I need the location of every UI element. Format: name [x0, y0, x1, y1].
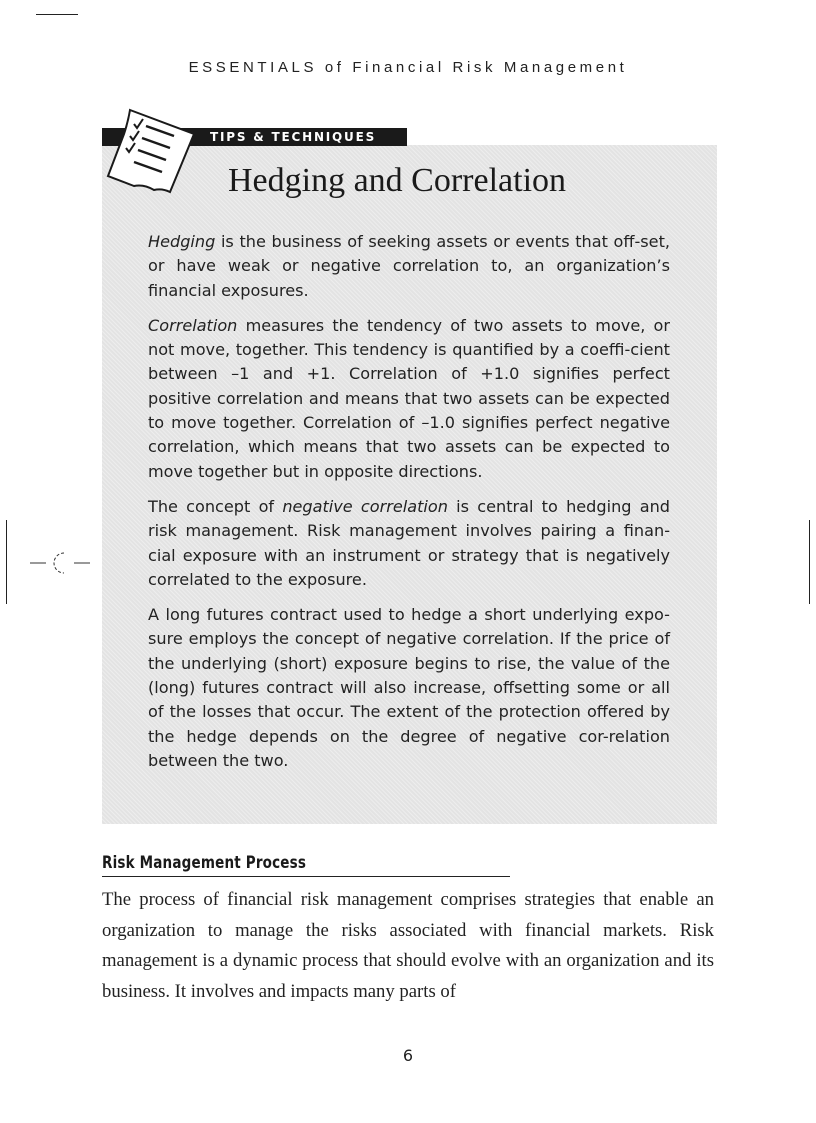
- tips-banner-label: TIPS & TECHNIQUES: [210, 130, 377, 144]
- box-body: [148, 230, 670, 784]
- paragraph-text: is the business of seeking assets or events that off-set, or have weak or negative correlation to, an organization’s financial exposures.: [148, 232, 670, 300]
- paragraph-text: The concept of: [148, 496, 283, 516]
- paragraph-text: is central to hedging and risk management. Risk management involves pairing a finan-cial exposure with an instrument or strategy that is negatively correlated to the exposure.: [148, 496, 670, 589]
- body-paragraph: The process of financial risk management comprises strategies that enable an organization to manage the risks associated with financial markets. Risk management is a dynamic process that should evolve with an organization and its business. It involves and impacts many parts of: [102, 889, 714, 1002]
- box-paragraph: [148, 314, 670, 484]
- body-text: [102, 885, 714, 1007]
- box-paragraph: [148, 230, 670, 303]
- term-negative-correlation: negative correlation: [282, 496, 448, 516]
- term-correlation: Correlation: [148, 315, 238, 335]
- crop-mark-right: [809, 520, 810, 604]
- box-paragraph: [148, 495, 670, 592]
- term-hedging: Hedging: [148, 232, 216, 251]
- box-paragraph: [148, 603, 670, 773]
- checklist-document-icon: [104, 104, 196, 194]
- crop-mark-top: [36, 14, 78, 15]
- running-head: ESSENTIALS of Financial Risk Management: [188, 59, 628, 76]
- paragraph-text: A long futures contract used to hedge a short underlying expo-sure employs the concept of negative correlation. If the price of the underlying (short) exposure begins to rise, the value of the (long) futures contract will also increase, offsetting some or all of the losses that occur. The extent of the protection offered by the hedge depends on the degree of negative cor-relation between the two.: [148, 605, 670, 770]
- section-heading-text: Risk Management Process: [102, 853, 307, 872]
- page-number: 6: [402, 1046, 414, 1065]
- box-title: Hedging and Correlation: [228, 162, 567, 199]
- section-heading: [102, 853, 510, 877]
- paragraph-text: measures the tendency of two assets to move, or not move, together. This tendency is quantified by a coeffi-cient between –1 and +1. Correlation of +1.0 signifies perfect positive correlation and means that two assets can be expected to move together. Correlation of –1.0 signifies perfect negative correlation, which means that two assets can be expected to move together but in opposite directions.: [148, 315, 670, 481]
- crop-mark-left: [6, 520, 7, 604]
- registration-mark-icon: [30, 548, 90, 578]
